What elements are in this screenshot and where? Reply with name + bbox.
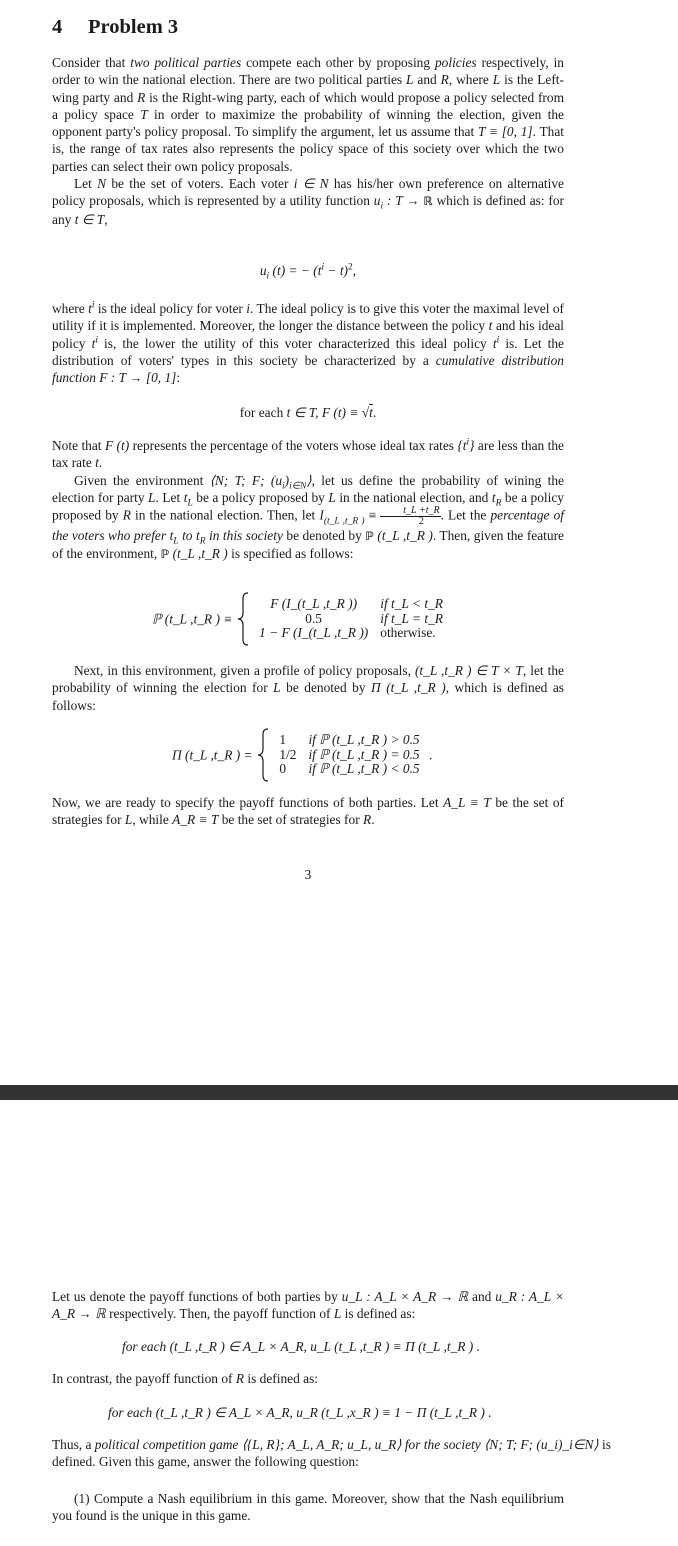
paragraph-9: In contrast, the payoff function of R is defined as: [52, 1371, 319, 1386]
paragraph-3: where $t^i$ is the ideal policy for voter i. The ideal policy is to give this voter the maximal level of utility if it is implemented. Moreover, the longer the distance between the policy t and his ideal policy $t^i$ is, the lower the utility of this voter characterized this ideal policy $t^i$ is. Let the distribution of voters' types in this society be characterized by a cumulative distribution function F : T → [0, 1]: [52, 300, 565, 386]
case-row: 0 if ℙ (t_L ,t_R ) < 0.5 [279, 761, 420, 777]
probability-cases-equation: ℙ (t_L ,t_R ) ≡ F (I_(t_L ,t_R )) if t_L < t_R 0.5 if t_L = t_R 1 − F (I_(t_L ,t_R )) otherwise. [152, 592, 572, 646]
page-number: 3 [304, 867, 312, 882]
paragraph-4: Note that F (t) represents the percentage of the voters whose ideal tax rates $\{t^i\}$ are less than the tax rate t. [52, 437, 564, 471]
question-1 [52, 1490, 564, 1525]
page-separator [0, 1085, 678, 1100]
section-number: 4 [52, 16, 63, 38]
intro-paragraph [52, 54, 564, 228]
cdf-equation: for each t ∈ T, F (t) ≡ √t. [239, 405, 377, 420]
case-row: 1 if ℙ (t_L ,t_R ) > 0.5 [279, 732, 420, 748]
winning-probability-paragraph [52, 662, 564, 714]
left-brace-icon [236, 592, 250, 646]
paragraph-5: Given the environment ⟨N; T; F; $(u_i)_{i\in N}⟩$, let us define the probability of wining the election for party L. Let $t_L$ be a policy proposed by L in the national election, and $t_R$ be a policy proposed by R in the national election. Then, let $I_{(t\_L ,t\_R )}$ ≡ $\frac{t\_L +t\_R}{2}$ . Let the percentage of the voters who prefer $t_L$ to $t_R$ in this society be denoted by ℙ (t_L ,t_R ). Then, given the feature of the environment, ℙ (t_L ,t_R ) is specified as follows: [52, 472, 564, 562]
paragraph-2: Let N be the set of voters. Each voter i ∈ N has his/her own preference on alternative policy proposals, which is represented by a utility function $u_i$ : T → ℝ which is defined as: for any t ∈ T, [52, 176, 564, 227]
pi-cases-equation: Π (t_L ,t_R ) = 1 if ℙ (t_L ,t_R ) > 0.5 1/2 if ℙ (t_L ,t_R ) = 0.5 0 if ℙ (t_L ,t_R ) < 0.5 . [172, 728, 572, 782]
payoff-paragraph [52, 1288, 564, 1323]
paragraph-8: Let us denote the payoff functions of both parties by u_L : A_L × A_R → ℝ and u_R : A_L × A_R → ℝ respectively. Then, the payoff function of L is defined as: [52, 1289, 564, 1322]
midpoint-fraction: $\frac{t\_L +t\_R}{2}$ [380, 506, 440, 527]
paragraph-10: Thus, a political competition game ⟨{L, R}; A_L, A_R; u_L, u_R⟩ for the society ⟨N; T; F; (u_i)_i∈N⟩ is defined. Given this game, answer the following question: [52, 1437, 611, 1470]
ideal-policy-paragraph [52, 300, 564, 386]
case-row: 1/2 if ℙ (t_L ,t_R ) = 0.5 [279, 746, 420, 762]
probability-cases [253, 597, 449, 641]
paragraph-1: Consider that two political parties compete each other by proposing policies respectively, in order to win the national election. There are two political parties L and R, where L is the Left-wing party and R is the Right-wing party, each of which would propose a policy selected from a policy space T in order to maximize the probability of winning the election, given the opponent party's policy proposal. To simplify the argument, let us assume that T ≡ [0, 1]. That is, the range of tax rates also represents the policy space of this society over which the two parties can select their own policy proposals. [52, 55, 565, 174]
case-row: F (I_(t_L ,t_R )) if t_L < t_R [270, 596, 443, 612]
payoff-L-equation: for each (t_L ,t_R ) ∈ A_L × A_R, u_L (t_L ,t_R ) ≡ Π (t_L ,t_R ) . [122, 1339, 480, 1354]
section-title: Problem 3 [88, 16, 179, 38]
pi-cases [273, 733, 425, 777]
paragraph-7: Now, we are ready to specify the payoff functions of both parties. Let A_L ≡ T be the set of strategies for L, while A_R ≡ T be the set of strategies for R. [52, 795, 564, 828]
case-row: 1 − F (I_(t_L ,t_R )) otherwise. [259, 625, 436, 641]
left-brace-icon [256, 728, 270, 782]
election-paragraphs [52, 437, 564, 564]
strategies-paragraph [52, 794, 564, 829]
contrast-paragraph [52, 1370, 564, 1387]
game-definition-paragraph [52, 1436, 648, 1471]
page-2 [0, 1100, 678, 1546]
case-row: 0.5 if t_L = t_R [305, 610, 443, 626]
paragraph-6: Next, in this environment, given a profile of policy proposals, (t_L ,t_R ) ∈ T × T, let the probability of winning the election for L be denoted by Π (t_L ,t_R ), which is defined as follows: [52, 663, 565, 713]
section-heading [52, 16, 452, 39]
payoff-R-equation: for each (t_L ,t_R ) ∈ A_L × A_R, u_R (t_L ,x_R ) ≡ 1 − Π (t_L ,t_R ) . [108, 1405, 492, 1420]
question-1-text: (1) Compute a Nash equilibrium in this game. Moreover, show that the Nash equilibrium you found is the unique in this game. [52, 1491, 564, 1524]
utility-equation: $u_i$ (t) = − $(t^i - t)^2$, [259, 262, 357, 282]
